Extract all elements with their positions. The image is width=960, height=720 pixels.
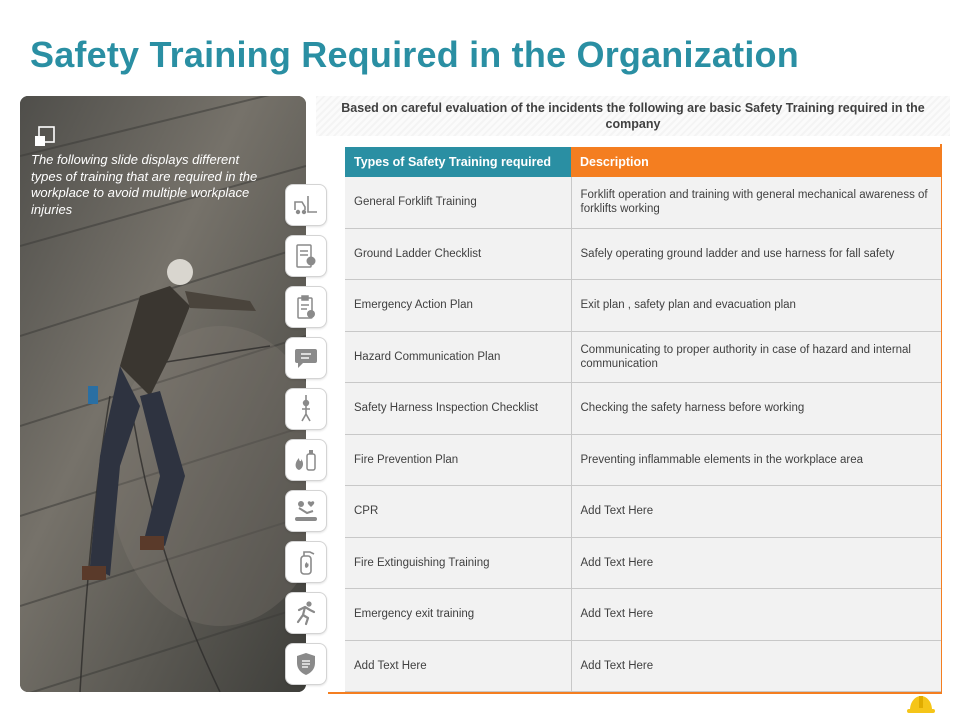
cpr-icon [285, 490, 327, 532]
page-title: Safety Training Required in the Organization [30, 34, 799, 75]
training-type-cell: Emergency exit training [345, 589, 571, 641]
training-table-frame [328, 144, 942, 694]
square-bullet-icon [34, 126, 56, 148]
running-man-icon [285, 592, 327, 634]
training-type-cell: General Forklift Training [345, 177, 571, 228]
hard-hat-icon [906, 694, 936, 716]
description-cell: Add Text Here [571, 537, 941, 589]
fire-extinguisher-icon [285, 541, 327, 583]
training-type-cell: Ground Ladder Checklist [345, 228, 571, 280]
description-cell: Forklift operation and training with general mechanical awareness of forklifts working [571, 177, 941, 228]
harness-icon [285, 388, 327, 430]
fire-prevention-icon [285, 439, 327, 481]
table-header-row [345, 147, 941, 177]
column-header-description: Description [571, 147, 941, 177]
training-type-cell: Add Text Here [345, 640, 571, 692]
table-row [345, 434, 941, 486]
shield-icon [285, 643, 327, 685]
description-cell: Safely operating ground ladder and use harness for fall safety [571, 228, 941, 280]
description-cell: Communicating to proper authority in case of hazard and internal communication [571, 331, 941, 383]
table-row [345, 228, 941, 280]
worker-photo [20, 96, 306, 692]
checklist-icon [285, 235, 327, 277]
description-cell: Preventing inflammable elements in the workplace area [571, 434, 941, 486]
column-header-type: Types of Safety Training required [345, 147, 571, 177]
safety-training-table [345, 147, 941, 692]
training-type-cell: Safety Harness Inspection Checklist [345, 383, 571, 435]
table-row [345, 537, 941, 589]
chat-icon [285, 337, 327, 379]
training-type-cell: Fire Extinguishing Training [345, 537, 571, 589]
table-row [345, 177, 941, 228]
table-row [345, 280, 941, 332]
table-row [345, 640, 941, 692]
training-type-cell: Emergency Action Plan [345, 280, 571, 332]
clipboard-icon [285, 286, 327, 328]
training-type-cell: Fire Prevention Plan [345, 434, 571, 486]
description-cell: Add Text Here [571, 640, 941, 692]
description-cell: Exit plan , safety plan and evacuation plan [571, 280, 941, 332]
table-row [345, 331, 941, 383]
intro-text: Based on careful evaluation of the incidents the following are basic Safety Training required in the company [316, 96, 950, 136]
table-row [345, 486, 941, 538]
table-row [345, 589, 941, 641]
description-cell: Add Text Here [571, 589, 941, 641]
description-cell: Add Text Here [571, 486, 941, 538]
training-type-cell: CPR [345, 486, 571, 538]
table-row [345, 383, 941, 435]
forklift-icon [285, 184, 327, 226]
description-cell: Checking the safety harness before working [571, 383, 941, 435]
training-type-cell: Hazard Communication Plan [345, 331, 571, 383]
photo-caption: The following slide displays different types of training that are required in the workplace to avoid multiple workplace injuries [31, 152, 258, 217]
